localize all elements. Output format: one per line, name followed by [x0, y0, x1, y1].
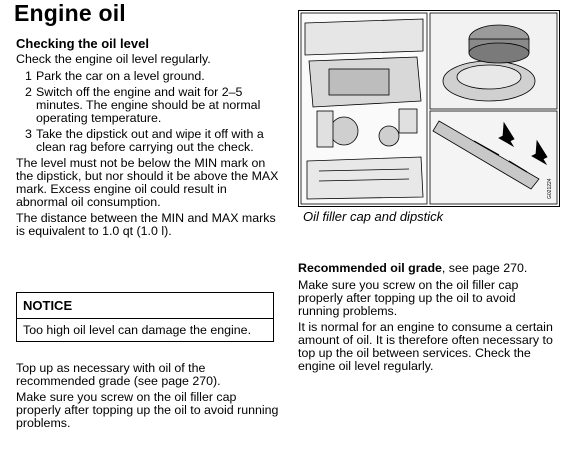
step-text: Park the car on a level ground. — [36, 69, 205, 83]
figure-code: G021224 — [547, 178, 553, 199]
oil-cap-drawing — [430, 13, 557, 109]
step-number: 1 — [25, 69, 32, 83]
recommended-heading-line — [298, 262, 560, 275]
step-item — [16, 86, 281, 125]
step-item — [16, 128, 281, 154]
checking-heading: Checking the oil level — [16, 36, 149, 51]
recommended-heading: Recommended oil grade — [298, 261, 442, 275]
recommended-page-ref: , see page 270. — [441, 261, 528, 275]
figure-caption: Oil filler cap and dipstick — [303, 209, 444, 224]
oil-figure — [298, 10, 560, 207]
checking-section — [16, 36, 281, 241]
notice-box — [16, 292, 274, 342]
notice-text: Too high oil level can damage the engine. — [23, 323, 252, 337]
consumption-paragraph: It is normal for an engine to consume a certain amount of oil. It is therefore often necessary to top up the oil between services. Check the engine oil level regularly. — [298, 320, 553, 373]
top-up-paragraph: Top up as necessary with oil of the recommended grade (see page 270). — [16, 361, 221, 388]
distance-paragraph: The distance between the MIN and MAX marks is equivalent to 1.0 qt (1.0 l). — [16, 211, 276, 238]
step-number: 2 — [25, 85, 32, 99]
top-up-section — [16, 362, 281, 433]
checking-intro: Check the engine oil level regularly. — [16, 52, 211, 66]
step-text: Take the dipstick out and wipe it off with a clean rag before carrying out the check. — [36, 127, 264, 154]
level-paragraph: The level must not be below the MIN mark on the dipstick, but nor should it be above the MAX mark. Excess engine oil could result in abnormal oil consumption. — [16, 156, 279, 209]
step-text: Switch off the engine and wait for 2–5 minutes. The engine should be at normal operating temperature. — [36, 85, 261, 125]
filler-cap-paragraph: Make sure you screw on the oil filler cap properly after topping up the oil to avoid running problems. — [16, 390, 279, 430]
engine-bay-drawing — [301, 13, 427, 204]
recommended-section — [298, 262, 560, 376]
step-number: 3 — [25, 127, 32, 141]
checking-steps — [16, 70, 281, 154]
recommended-cap-paragraph: Make sure you screw on the oil filler cap properly after topping up the oil to avoid running problems. — [298, 278, 519, 318]
dipstick-drawing — [430, 111, 557, 204]
engine-illustration — [299, 11, 559, 206]
notice-heading: NOTICE — [17, 293, 273, 319]
step-item — [16, 70, 281, 83]
page-title: Engine oil — [14, 0, 126, 26]
